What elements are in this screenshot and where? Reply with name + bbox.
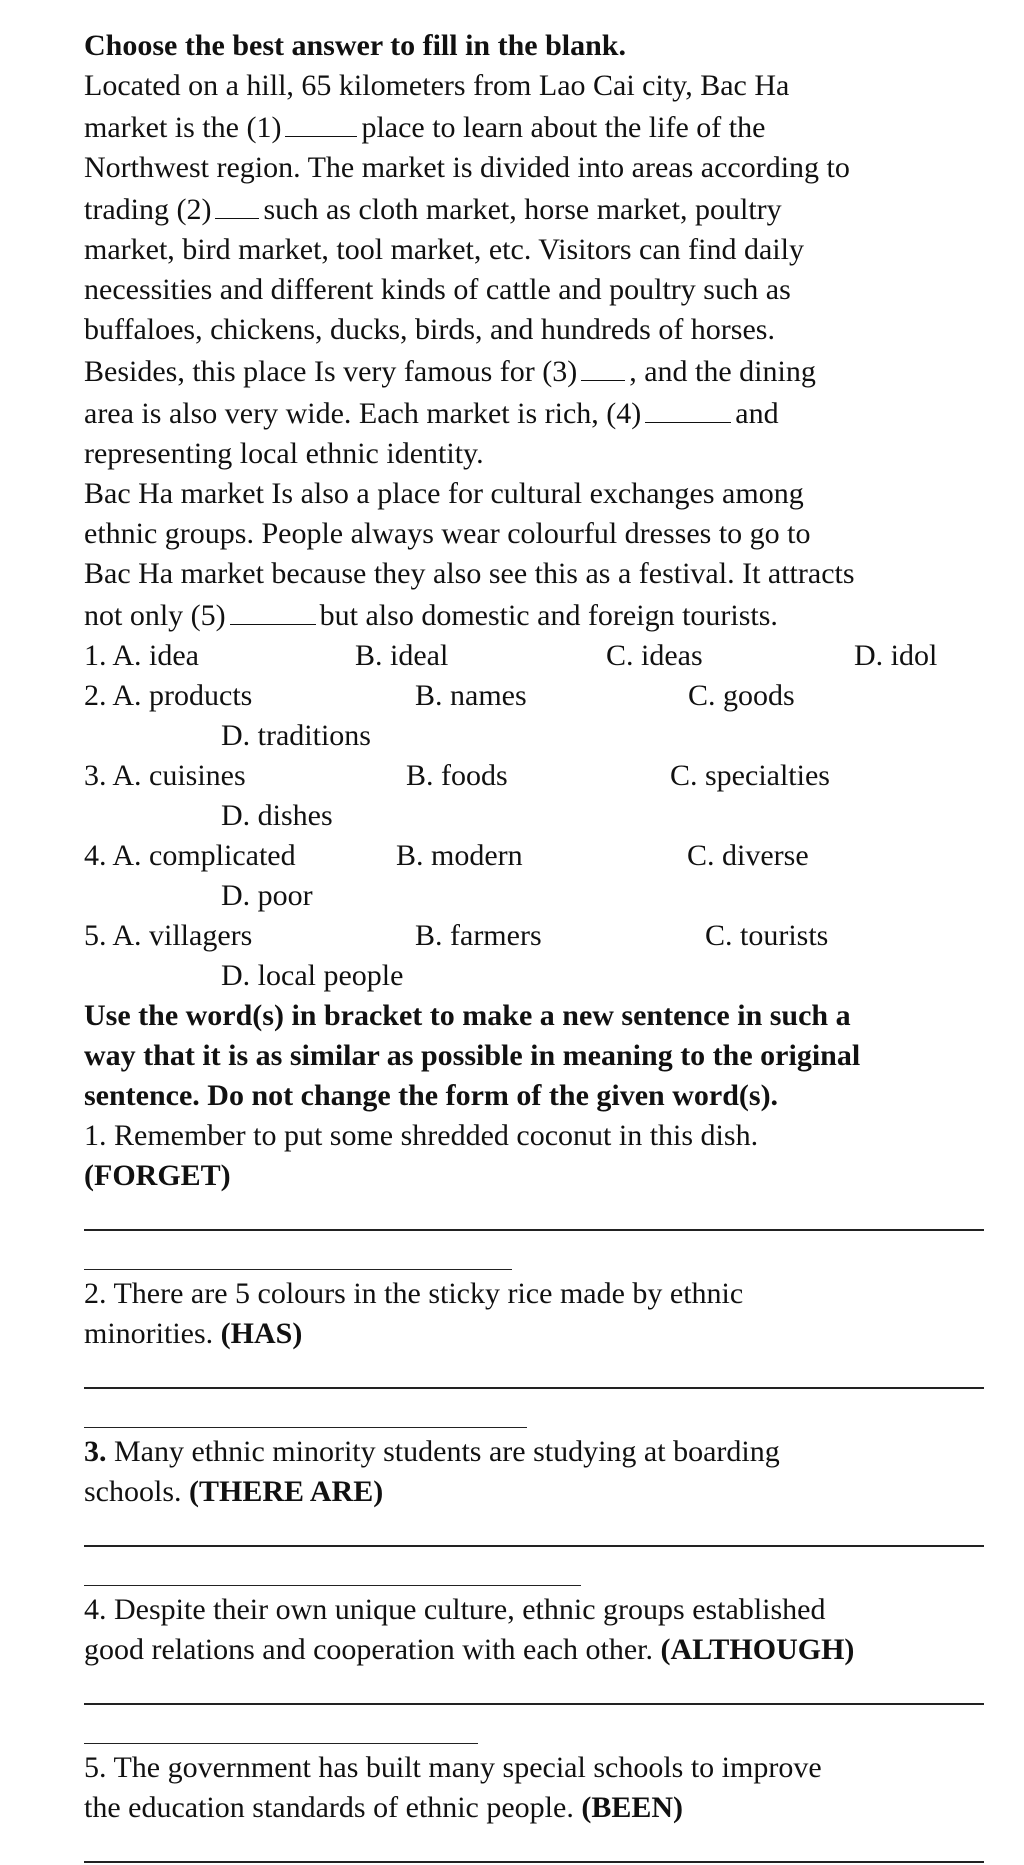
passage-line: market, bird market, tool market, etc. Visitors can find daily [84,233,804,266]
answer-line[interactable] [84,1269,512,1271]
passage-line: market is the (1) place to learn about the life of the [84,106,984,148]
option-a: 3. A. cuisines [84,759,246,792]
mcq-question-5 [84,916,984,956]
item-sentence: good relations and cooperation with each other. (ALTHOUGH) [84,1633,855,1666]
reading-passage [84,66,984,636]
item-keyword: (BEEN) [581,1791,684,1824]
option-b: B. farmers [415,919,542,952]
passage-line: not only (5) but also domestic and foreign tourists. [84,594,984,636]
mcq-question-1 [84,636,984,676]
passage-line: Bac Ha market because they also see this as a festival. It attracts [84,557,855,590]
option-c: C. goods [688,679,795,712]
answer-line[interactable] [84,1545,984,1547]
rewrite-item-2 [84,1274,984,1428]
item-keyword: (ALTHOUGH) [660,1633,855,1666]
mcq-list [84,636,984,996]
option-c: C. diverse [687,839,809,872]
option-d: D. dishes [221,799,333,832]
section1-heading: Choose the best answer to fill in the blank. [84,29,626,62]
item-sentence: 1. Remember to put some shredded coconut in this dish. [84,1119,759,1152]
passage-line: Besides, this place Is very famous for (3) , and the dining [84,350,984,392]
option-c: C. tourists [705,919,829,952]
mcq-question-2 [84,676,984,716]
rewrite-item-1 [84,1116,984,1270]
blank-5 [230,594,316,625]
option-d: D. idol [854,639,938,672]
option-a: 5. A. villagers [84,919,253,952]
section2-heading-line: way that it is as similar as possible in meaning to the original [84,1039,861,1072]
mcq-question-3 [84,756,984,796]
option-b: B. foods [406,759,508,792]
rewrite-item-4 [84,1590,984,1744]
option-a: 2. A. products [84,679,253,712]
option-d: D. local people [221,959,404,992]
passage-line: Located on a hill, 65 kilometers from Lao Cai city, Bac Ha [84,69,790,102]
answer-line[interactable] [84,1427,527,1429]
section2-heading-line: Use the word(s) in bracket to make a new sentence in such a [84,999,851,1032]
item-sentence: minorities. (HAS) [84,1317,303,1350]
item-keyword: (FORGET) [84,1159,231,1192]
item-sentence: the education standards of ethnic people. (BEEN) [84,1791,684,1824]
blank-3 [581,350,625,381]
rewrite-item-5 [84,1748,984,1863]
option-b: B. names [415,679,527,712]
item-sentence: 3. Many ethnic minority students are studying at boarding [84,1435,780,1468]
section2-heading-line: sentence. Do not change the form of the given word(s). [84,1079,779,1112]
option-a: 4. A. complicated [84,839,296,872]
option-c: C. ideas [606,639,703,672]
option-b: B. ideal [355,639,449,672]
passage-line: trading (2) such as cloth market, horse market, poultry [84,188,984,230]
option-d: D. poor [221,879,313,912]
option-a: 1. A. idea [84,639,199,672]
item-sentence: 4. Despite their own unique culture, ethnic groups established [84,1593,826,1626]
passage-line: buffaloes, chickens, ducks, birds, and hundreds of horses. [84,313,775,346]
item-sentence: 2. There are 5 colours in the sticky rice made by ethnic [84,1277,744,1310]
passage-line: ethnic groups. People always wear colourful dresses to go to [84,517,811,550]
passage-line: Northwest region. The market is divided into areas according to [84,151,850,184]
passage-line: representing local ethnic identity. [84,437,484,470]
item-keyword: (THERE ARE) [189,1475,384,1508]
answer-line[interactable] [84,1861,984,1863]
blank-2 [215,188,259,219]
answer-line[interactable] [84,1743,478,1745]
answer-line[interactable] [84,1387,984,1389]
answer-line[interactable] [84,1585,581,1587]
blank-1 [285,106,357,137]
answer-line[interactable] [84,1229,984,1231]
item-sentence: 5. The government has built many special schools to improve [84,1751,822,1784]
option-d: D. traditions [221,719,371,752]
passage-line: necessities and different kinds of cattle and poultry such as [84,273,791,306]
mcq-question-4 [84,836,984,876]
worksheet [84,26,984,1863]
passage-line: area is also very wide. Each market is rich, (4) and [84,392,984,434]
passage-line: Bac Ha market Is also a place for cultural exchanges among [84,477,804,510]
item-sentence: schools. (THERE ARE) [84,1475,384,1508]
option-b: B. modern [396,839,523,872]
option-c: C. specialties [670,759,830,792]
rewrite-item-3 [84,1432,984,1586]
answer-line[interactable] [84,1703,984,1705]
blank-4 [645,392,731,423]
item-keyword: (HAS) [220,1317,303,1350]
